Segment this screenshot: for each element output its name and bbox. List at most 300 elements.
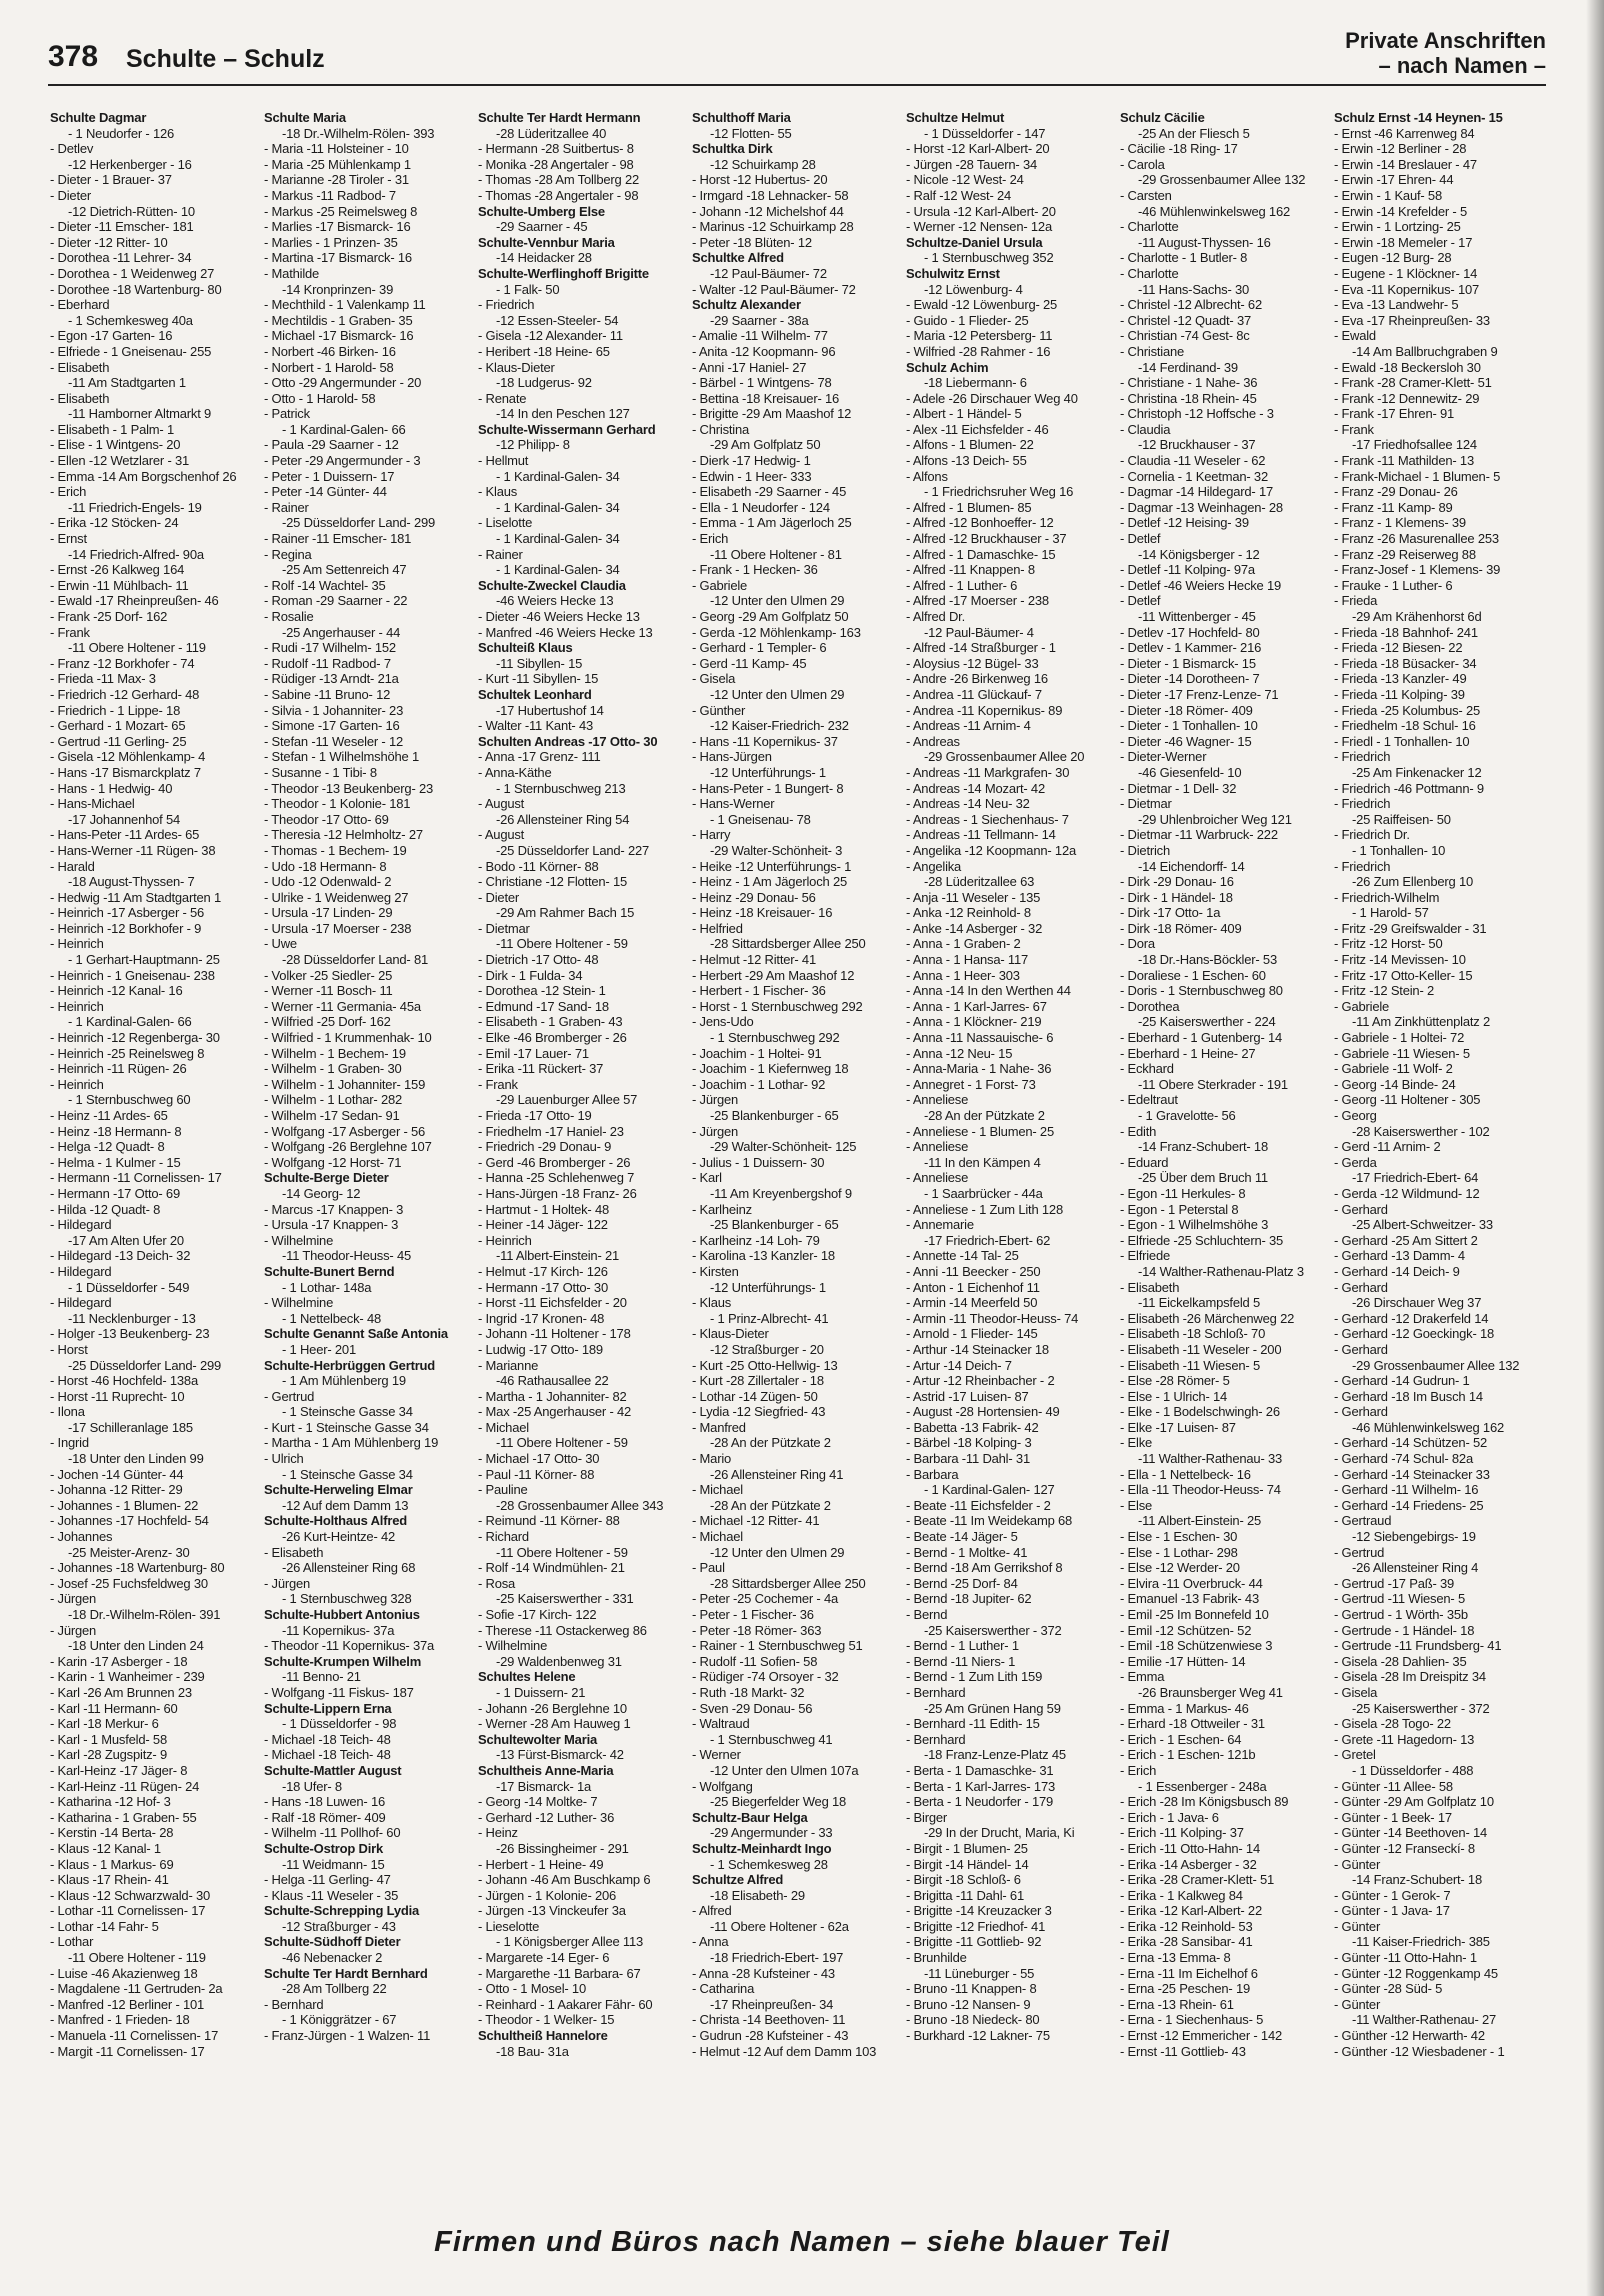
directory-entry: - Monika -28 Angertaler - 98 [478, 156, 634, 172]
directory-entry: - Klaus -11 Weseler - 35 [264, 1887, 399, 1903]
directory-entry: - Jürgen [50, 1622, 97, 1638]
directory-entry: - Gerda -12 Wildmund- 12 [1334, 1185, 1480, 1201]
directory-entry: - Burkhard -12 Lakner- 75 [906, 2028, 1050, 2044]
surname-entry: Schulte-Berge Dieter [264, 1170, 389, 1186]
page-number: 378 [48, 40, 99, 73]
directory-entry: -26 Kurt-Heintze- 42 [282, 1529, 396, 1545]
directory-entry: - Erika -28 Cramer-Klett- 51 [1120, 1872, 1275, 1888]
directory-entry: - Peter -29 Angermunder - 3 [264, 453, 421, 469]
directory-entry: - Frank -11 Mathilden- 13 [1334, 453, 1474, 469]
directory-entry: - Karlheinz [692, 1201, 752, 1217]
directory-entry: - Walter -12 Paul-Bäumer- 72 [692, 281, 856, 297]
directory-entry: - Jürgen -28 Tauern- 34 [906, 156, 1038, 172]
directory-entry: - Herbert - 1 Fischer- 36 [692, 983, 826, 999]
directory-entry: - Elisabeth -18 Schloß- 70 [1120, 1326, 1266, 1342]
directory-entry: -25 Kaiserswerther - 224 [1138, 1014, 1276, 1030]
directory-entry: - Frieda -13 Kanzler- 49 [1334, 671, 1467, 687]
directory-entry: - Anna -17 Grenz- 111 [478, 749, 601, 765]
directory-entry: -25 Am Grünen Hang 59 [924, 1700, 1061, 1716]
directory-entry: -29 Waldenbenweg 31 [496, 1653, 622, 1669]
directory-entry: - Alfred - 1 Damaschke- 15 [906, 546, 1056, 562]
directory-entry: - Elisabeth [1120, 1279, 1180, 1295]
directory-entry: - Anton - 1 Eichenhof 11 [906, 1279, 1040, 1295]
directory-entry: - Gerd -11 Arnim- 2 [1334, 1139, 1441, 1155]
directory-entry: -46 Giesenfeld- 10 [1138, 764, 1242, 780]
directory-entry: -18 Dr.-Hans-Böckler- 53 [1138, 952, 1277, 968]
directory-entry: -11 Obere Holtener - 59 [496, 1435, 628, 1451]
directory-entry: - Frieda -11 Max- 3 [50, 671, 156, 687]
directory-entry: - 1 Sternbuschweg 60 [68, 1092, 191, 1108]
directory-column [478, 110, 688, 2190]
directory-entry: - Alfred -12 Bonhoeffer- 12 [906, 515, 1054, 531]
directory-entry: - Frieda -12 Biesen- 22 [1334, 640, 1463, 656]
directory-entry: - Markus -25 Reimelsweg 8 [264, 203, 418, 219]
directory-entry: - Peter -14 Günter- 44 [264, 484, 387, 500]
directory-entry: - 1 Kardinal-Galen- 66 [68, 1014, 192, 1030]
directory-entry: - Gertrud [1334, 1544, 1385, 1560]
directory-entry: - Wilhelm -17 Sedan- 91 [264, 1108, 400, 1123]
directory-entry: - Uwe [264, 936, 297, 952]
directory-entry: - Egon - 1 Wilhelmshöhe 3 [1120, 1217, 1269, 1233]
directory-entry: - Jürgen [50, 1591, 97, 1607]
directory-entry: - Gertraud [1334, 1513, 1392, 1529]
directory-entry: - Gertrude -11 Frundsberg- 41 [1334, 1638, 1502, 1654]
surname-entry: Schultka Dirk [692, 141, 773, 157]
directory-entry: - Hans-Peter - 1 Bungert- 8 [692, 780, 844, 796]
surname-entry: Schultes Helene [478, 1669, 576, 1685]
directory-entry: - Helmut -12 Auf dem Damm 103 [692, 2043, 877, 2059]
directory-entry: -26 Allensteiner Ring 41 [710, 1466, 844, 1482]
directory-entry: - Horst [50, 1341, 88, 1357]
header-rule [48, 84, 1546, 86]
directory-entry: - Bruno -12 Nansen- 9 [906, 1996, 1031, 2012]
directory-entry: - Elvira -11 Overbruck- 44 [1120, 1575, 1263, 1591]
directory-entry: -14 Ferdinand- 39 [1138, 359, 1238, 375]
directory-entry: -29 Uhlenbroicher Weg 121 [1138, 811, 1292, 827]
directory-entry: - Theresia -12 Helmholtz- 27 [264, 827, 423, 843]
directory-entry: - Bernhard [906, 1684, 966, 1700]
directory-entry: - Gerhard -14 Deich- 9 [1334, 1263, 1460, 1279]
directory-entry: - Mechthild - 1 Valenkamp 11 [264, 297, 426, 313]
directory-entry: -12 Kaiser-Friedrich- 232 [710, 718, 849, 734]
directory-entry: - 1 Düsseldorfer - 488 [1352, 1762, 1474, 1778]
directory-entry: - Erich [50, 484, 87, 500]
directory-entry: - Hedwig -11 Am Stadtgarten 1 [50, 889, 221, 905]
directory-entry: - Simone -17 Garten- 16 [264, 718, 400, 734]
directory-entry: - Ella - 1 Neudorfer - 124 [692, 499, 830, 515]
directory-entry: -11 Hans-Sachs- 30 [1138, 281, 1250, 297]
directory-entry: - Kirsten [692, 1263, 739, 1279]
directory-entry: - Emma -14 Am Borgschenhof 26 [50, 468, 237, 484]
directory-entry: -11 Obere Holtener - 119 [68, 1950, 206, 1966]
surname-entry: Schulte-Wissermann Gerhard [478, 421, 656, 437]
directory-entry: - Edeltraut [1120, 1092, 1178, 1108]
directory-entry: -12 Unter den Ulmen 29 [710, 1544, 845, 1560]
directory-entry: - Gerhard -14 Steinacker 33 [1334, 1466, 1490, 1482]
directory-entry: - Gerhard -11 Wilhelm- 16 [1334, 1482, 1479, 1498]
directory-entry: - Günter -14 Beethoven- 14 [1334, 1825, 1488, 1841]
surname-entry: Schulte-Hubbert Antonius [264, 1607, 420, 1622]
directory-entry: - Hans -11 Kopernikus- 37 [692, 733, 838, 749]
directory-entry: - Dieter -46 Weiers Hecke 13 [478, 609, 640, 624]
directory-entry: - Emma - 1 Markus- 46 [1120, 1700, 1249, 1716]
directory-entry: - Günther [692, 702, 746, 718]
directory-entry: -18 Friedrich-Ebert- 197 [710, 1950, 844, 1966]
directory-entry: - August [478, 796, 525, 812]
directory-entry: - Gerhard -74 Schul- 82a [1334, 1451, 1473, 1467]
directory-entry: - Gerd -46 Bromberger - 26 [478, 1154, 631, 1170]
directory-entry: -25 Am Settenreich 47 [282, 562, 407, 578]
directory-entry: - Paula -29 Saarner - 12 [264, 437, 399, 453]
directory-entry: - Franz -29 Reiserweg 88 [1334, 546, 1476, 562]
directory-entry: - Frieda -25 Kolumbus- 25 [1334, 702, 1481, 718]
directory-entry: -18 Ufer- 8 [282, 1778, 342, 1794]
directory-entry: - Erna -25 Peschen- 19 [1120, 1981, 1251, 1997]
directory-entry: - Sven -29 Donau- 56 [692, 1700, 813, 1716]
directory-entry: - Alfred - 1 Blumen- 85 [906, 499, 1032, 515]
directory-entry: - Alfred Dr. [906, 609, 966, 624]
directory-entry: - Helmut -17 Kirch- 126 [478, 1263, 608, 1279]
directory-entry: -25 Düsseldorfer Land- 299 [282, 515, 436, 531]
directory-entry: - Charlotte [1120, 265, 1179, 281]
directory-entry: - Dirk -18 Römer- 409 [1120, 920, 1242, 936]
directory-entry: - Edmund -17 Sand- 18 [478, 998, 609, 1014]
directory-entry: - Werner -12 Nensen- 12a [906, 219, 1052, 235]
surname-entry: Schulte-Herbrüggen Gertrud [264, 1357, 436, 1373]
directory-entry: - Berta - 1 Karl-Jarres- 173 [906, 1778, 1056, 1794]
directory-entry: - Erika -11 Rückert- 37 [478, 1061, 604, 1077]
directory-entry: - Astrid -17 Luisen- 87 [906, 1388, 1029, 1404]
directory-entry: -28 Sittardsberger Allee 250 [710, 936, 866, 952]
surname-entry: Schultheis Anne-Maria [478, 1762, 614, 1778]
directory-entry: - Anneliese - 1 Zum Lith 128 [906, 1201, 1063, 1217]
surname-entry: Schulte-Ostrop Dirk [264, 1840, 383, 1856]
directory-entry: - Volker -25 Siedler- 25 [264, 967, 393, 983]
directory-entry: -11 Sibyllen- 15 [496, 655, 583, 671]
surname-entry: Schulte Ter Hardt Bernhard [264, 1965, 428, 1981]
directory-entry: - Christiane -12 Flotten- 15 [478, 874, 628, 890]
directory-entry: - Maria -11 Holsteiner - 10 [264, 141, 409, 157]
directory-entry: - Anna -14 In den Werthen 44 [906, 983, 1071, 999]
directory-entry: - Ralf -18 Römer- 409 [264, 1809, 386, 1825]
directory-entry: - Brigitte -14 Kreuzacker 3 [906, 1903, 1052, 1919]
directory-entry: - 1 Kardinal-Galen- 66 [282, 421, 406, 437]
directory-entry: - Heinrich -12 Regenberga- 30 [50, 1030, 220, 1046]
directory-entry: - Johannes [50, 1529, 113, 1545]
directory-entry: - Frank -28 Cramer-Klett- 51 [1334, 375, 1492, 391]
directory-entry: - Günter -12 Franseckí- 8 [1334, 1840, 1475, 1856]
directory-entry: - Dietmar [1120, 796, 1172, 812]
directory-entry: -11 Walther-Rathenau- 27 [1352, 2012, 1497, 2028]
directory-entry: -26 Allensteiner Ring 54 [496, 811, 630, 827]
directory-entry: - Karl - 1 Musfeld- 58 [50, 1731, 167, 1747]
directory-entry: -25 Angerhauser - 44 [282, 624, 401, 640]
directory-entry: - Erika -28 Sansibar- 41 [1120, 1934, 1253, 1950]
directory-entry: - Else - 1 Eschen- 30 [1120, 1529, 1238, 1545]
directory-entry: - Dieter - 1 Brauer- 37 [50, 172, 172, 188]
directory-entry: -28 An der Pützkate 2 [924, 1108, 1045, 1123]
directory-entry: - Marianne [478, 1357, 539, 1373]
directory-entry: -14 Friedrich-Alfred- 90a [68, 546, 204, 562]
directory-entry: - Emma - 1 Am Jägerloch 25 [692, 515, 852, 531]
directory-entry: - Otto - 1 Harold- 58 [264, 390, 376, 406]
directory-entry: - Karl [692, 1170, 722, 1186]
directory-entry: -28 Lüderitzallee 63 [924, 874, 1035, 890]
directory-entry: - Rüdiger -13 Arndt- 21a [264, 671, 399, 687]
directory-entry: - Michael -18 Teich- 48 [264, 1747, 391, 1763]
directory-entry: -17 Johannenhof 54 [68, 811, 181, 827]
directory-entry: - 1 Prinz-Albrecht- 41 [710, 1310, 829, 1326]
directory-entry: - Frieda -18 Bahnhof- 241 [1334, 624, 1478, 640]
directory-entry: -14 Walther-Rathenau-Platz 3 [1138, 1263, 1304, 1279]
directory-entry: - Manuela -11 Cornelissen- 17 [50, 2028, 219, 2044]
surname-entry: Schultze Alfred [692, 1872, 784, 1888]
directory-column [1120, 110, 1330, 2190]
directory-entry: - Ewald -17 Rheinpreußen- 46 [50, 593, 219, 609]
directory-entry: -12 Straßburger - 43 [282, 1918, 396, 1934]
directory-entry: - Andrea -11 Glückauf- 7 [906, 686, 1042, 702]
directory-entry: -12 Unter den Ulmen 29 [710, 593, 845, 609]
directory-entry: - Ellen -12 Wetzlarer - 31 [50, 453, 190, 469]
directory-entry: - Katharina - 1 Graben- 55 [50, 1809, 197, 1825]
directory-entry: - Gerhard -14 Schützen- 52 [1334, 1435, 1488, 1451]
directory-entry: - Dierk -17 Hedwig- 1 [692, 453, 811, 469]
directory-entry: - Claudia [1120, 421, 1171, 437]
directory-entry: - Erwin -17 Ehren- 44 [1334, 172, 1454, 188]
directory-entry: - Joachim - 1 Holtei- 91 [692, 1045, 822, 1061]
directory-entry: - Heinrich -11 Rügen- 26 [50, 1061, 187, 1077]
directory-entry: - Franz-Josef - 1 Klemens- 39 [1334, 562, 1501, 578]
directory-entry: - Klaus -17 Rhein- 41 [50, 1872, 169, 1888]
directory-entry: - Hilda -12 Quadt- 8 [50, 1201, 161, 1217]
directory-entry: - Sabine -11 Bruno- 12 [264, 686, 391, 702]
directory-entry: - 1 Harold- 57 [1352, 905, 1429, 921]
directory-entry: - Klaus [478, 484, 518, 500]
directory-entry: -26 Zum Ellenberg 10 [1352, 874, 1474, 890]
directory-entry: - Kurt - 1 Steinsche Gasse 34 [264, 1419, 429, 1435]
directory-entry: - Georg -11 Holtener - 305 [1334, 1092, 1481, 1108]
directory-entry: - 1 Steinsche Gasse 34 [282, 1466, 413, 1482]
directory-entry: - Gerhard -12 Drakerfeld 14 [1334, 1310, 1489, 1326]
directory-entry: - Norbert - 1 Harold- 58 [264, 359, 394, 375]
directory-entry: - Frank - 1 Hecken- 36 [692, 562, 818, 578]
directory-entry: - Hermann -28 Suitbertus- 8 [478, 141, 634, 157]
directory-entry: - Irmgard -18 Lehnacker- 58 [692, 187, 849, 203]
directory-entry: - Helma - 1 Kulmer - 15 [50, 1154, 181, 1170]
directory-entry: - Dieter - 1 Tonhallen- 10 [1120, 718, 1258, 734]
directory-entry: - Gisela -28 Im Dreispitz 34 [1334, 1669, 1486, 1685]
directory-entry: - Elisabeth -11 Wiesen- 5 [1120, 1357, 1260, 1373]
directory-entry: - Johannes - 1 Blumen- 22 [50, 1497, 199, 1513]
directory-entry: - Martha - 1 Johanniter- 82 [478, 1388, 627, 1404]
directory-entry: -11 Am Kreyenbergshof 9 [710, 1185, 852, 1201]
directory-entry: - Cornelia - 1 Keetman- 32 [1120, 468, 1268, 484]
directory-entry: - August -28 Hortensien- 49 [906, 1404, 1060, 1420]
directory-entry: - Markus -11 Radbod- 7 [264, 187, 396, 203]
directory-entry: - Alfons - 1 Blumen- 22 [906, 437, 1034, 453]
directory-entry: -11 Lüneburger - 55 [924, 1965, 1035, 1981]
directory-entry: -25 Biegerfelder Weg 18 [710, 1794, 847, 1810]
directory-entry: - Roman -29 Saarner - 22 [264, 593, 408, 609]
directory-entry: - 1 Sternbuschweg 292 [710, 1030, 840, 1046]
directory-entry: - Joachim - 1 Kiefernweg 18 [692, 1061, 849, 1077]
directory-entry: - Rosalie [264, 609, 314, 624]
directory-entry: - Carola [1120, 156, 1165, 172]
directory-entry: - Gerhard [1334, 1404, 1388, 1420]
directory-entry: - Andreas -11 Arnim- 4 [906, 718, 1031, 734]
directory-column [264, 110, 474, 2190]
section-title [1345, 28, 1546, 78]
directory-entry: - Patrick [264, 406, 310, 422]
directory-entry: - Fritz -12 Horst- 50 [1334, 936, 1443, 952]
directory-entry: - Alfred [692, 1903, 732, 1919]
directory-entry: - Bernhard [906, 1731, 966, 1747]
directory-entry: - Werner -11 Germania- 45a [264, 998, 421, 1014]
directory-entry: - Gisela -12 Möhlenkamp- 4 [50, 749, 206, 765]
directory-entry: - Lydia -12 Siegfried- 43 [692, 1404, 826, 1420]
directory-entry: - Christoph -12 Hoffsche - 3 [1120, 406, 1274, 422]
directory-entry: -25 Meister-Arenz- 30 [68, 1544, 190, 1560]
directory-entry: - Elisabeth -11 Weseler - 200 [1120, 1341, 1282, 1357]
directory-entry: - Grete -11 Hagedorn- 13 [1334, 1731, 1475, 1747]
directory-entry: - Joachim - 1 Lothar- 92 [692, 1076, 826, 1092]
directory-entry: - Armin -14 Meerfeld 50 [906, 1295, 1038, 1311]
surname-entry: Schulteiß Klaus [478, 640, 573, 656]
directory-entry: -12 Dietrich-Rütten- 10 [68, 203, 195, 219]
directory-entry: -18 Franz-Lenze-Platz 45 [924, 1747, 1066, 1763]
directory-entry: - Dieter -12 Ritter- 10 [50, 234, 168, 250]
directory-entry: - Sofie -17 Kirch- 122 [478, 1607, 597, 1622]
surname-entry: Schultewolter Maria [478, 1731, 598, 1747]
directory-entry: - Gisela -12 Alexander- 11 [478, 328, 623, 344]
directory-entry: - Christina [692, 421, 750, 437]
directory-entry: - Marinus -12 Schuirkamp 28 [692, 219, 854, 235]
directory-entry: - 1 Gravelotte- 56 [1138, 1108, 1236, 1123]
directory-entry: - Günter -28 Süd- 5 [1334, 1981, 1443, 1997]
directory-entry: - Artur -12 Rheinbacher - 2 [906, 1373, 1055, 1389]
directory-entry: - Frank [478, 1076, 518, 1092]
directory-entry: - Paul [692, 1560, 725, 1576]
directory-entry: - Stefan - 1 Wilhelmshöhe 1 [264, 749, 420, 765]
directory-entry: - Elisabeth [264, 1544, 324, 1560]
directory-entry: - Gerhard [1334, 1201, 1388, 1217]
directory-entry: - 1 Neudorfer - 126 [68, 125, 175, 141]
directory-entry: - Helga -11 Gerling- 47 [264, 1872, 391, 1888]
directory-entry: - Elise - 1 Wintgens- 20 [50, 437, 181, 453]
directory-entry: - Wolfgang -17 Asberger - 56 [264, 1123, 426, 1139]
directory-entry: - Erich [1120, 1762, 1157, 1778]
directory-entry: - Wilhelm - 1 Graben- 30 [264, 1061, 402, 1077]
directory-entry: - Charlotte - 1 Butler- 8 [1120, 250, 1248, 266]
directory-entry: -29 Walter-Schönheit- 125 [710, 1139, 857, 1155]
directory-entry: - 1 Sternbuschweg 328 [282, 1591, 412, 1607]
directory-entry: - Katharina -12 Hof- 3 [50, 1794, 171, 1810]
directory-entry: - Dieter -17 Frenz-Lenze- 71 [1120, 686, 1279, 702]
directory-entry: - Bernd -18 Jupiter- 62 [906, 1591, 1032, 1607]
directory-entry: - Frank [1334, 421, 1374, 437]
directory-entry: - Friedhelm -17 Haniel- 23 [478, 1123, 624, 1139]
directory-entry: - 1 Friedrichsruher Weg 16 [924, 484, 1074, 500]
directory-entry: - Anke -14 Asberger - 32 [906, 920, 1043, 936]
directory-entry: -25 Über dem Bruch 11 [1138, 1170, 1268, 1186]
directory-entry: - Heinrich -17 Asberger - 56 [50, 905, 205, 921]
directory-entry: - Christiane - 1 Nahe- 36 [1120, 375, 1258, 391]
directory-entry: - Therese -11 Ostackerweg 86 [478, 1622, 647, 1638]
directory-entry: -28 Lüderitzallee 40 [496, 125, 607, 141]
directory-entry: - Manfred -46 Weiers Hecke 13 [478, 624, 653, 640]
directory-entry: - 1 Saarbrücker - 44a [924, 1185, 1043, 1201]
directory-entry: - Martina -17 Bismarck- 16 [264, 250, 412, 266]
directory-entry: - Dirk -17 Otto- 1a [1120, 905, 1221, 921]
directory-entry: - Erwin -12 Berliner - 28 [1334, 141, 1467, 157]
surname-entry: Schulz Ernst -14 Heynen- 15 [1334, 110, 1503, 125]
directory-entry: - Erwin -18 Memeler - 17 [1334, 234, 1473, 250]
directory-entry: - Eberhard [50, 297, 110, 313]
section-title-line2: – nach Namen – [1378, 53, 1546, 78]
directory-entry: - Amalie -11 Wilhelm- 77 [692, 328, 828, 344]
directory-entry: - Ulrich [264, 1451, 304, 1467]
directory-entry: - Ursula -17 Knappen- 3 [264, 1217, 399, 1233]
directory-entry: -29 Grossenbaumer Allee 132 [1138, 172, 1306, 188]
surname-entry: Schulte-Südhoff Dieter [264, 1934, 401, 1950]
directory-entry: - Günter [1334, 1918, 1381, 1934]
directory-entry: -14 Franz-Schubert- 18 [1138, 1139, 1268, 1155]
directory-entry: - Manfred -12 Berliner - 101 [50, 1996, 205, 2012]
directory-entry: -14 Heidacker 28 [496, 250, 592, 266]
directory-entry: - Johannes -18 Wartenburg- 80 [50, 1560, 225, 1576]
directory-entry: - Anna -28 Kufsteiner - 43 [692, 1965, 835, 1981]
directory-entry: - Bärbel - 1 Wintgens- 78 [692, 375, 832, 391]
directory-entry: - Michael -18 Teich- 48 [264, 1731, 391, 1747]
directory-entry: -29 Angermunder - 33 [710, 1825, 833, 1841]
directory-entry: - Dorothea [1120, 998, 1180, 1014]
directory-entry: - Gerd -11 Kamp- 45 [692, 655, 807, 671]
directory-entry: - Michael [692, 1529, 743, 1545]
directory-entry: -26 Allensteiner Ring 4 [1352, 1560, 1479, 1576]
directory-entry: - Bernd - 1 Zum Lith 159 [906, 1669, 1043, 1685]
directory-entry: - Wilhelm - 1 Bechem- 19 [264, 1045, 406, 1061]
directory-entry: - Anneliese [906, 1170, 969, 1186]
directory-entry: - Reinhard - 1 Aakarer Fähr- 60 [478, 1996, 653, 2012]
directory-entry: - Elke -17 Luisen- 87 [1120, 1419, 1236, 1435]
directory-entry: -11 Kaiser-Friedrich- 385 [1352, 1934, 1490, 1950]
directory-entry: - Günther -12 Wiesbadener - 1 [1334, 2043, 1505, 2059]
page-edge-shadow [1586, 0, 1604, 2296]
directory-entry: - Bernd -11 Niers- 1 [906, 1653, 1016, 1669]
surname-entry: Schultke Alfred [692, 250, 784, 266]
directory-entry: - Gerhard - 1 Mozart- 65 [50, 718, 186, 734]
directory-entry: - Else -12 Werder- 20 [1120, 1560, 1240, 1576]
directory-entry: - Johann -11 Holtener - 178 [478, 1326, 631, 1342]
directory-entry: -29 Am Golfplatz 50 [710, 437, 821, 453]
directory-entry: - Frank -12 Dennewitz- 29 [1334, 390, 1480, 406]
directory-entry: - Ursula -12 Karl-Albert- 20 [906, 203, 1056, 219]
directory-entry: - Frank-Michael - 1 Blumen- 5 [1334, 468, 1501, 484]
directory-entry: -12 Löwenburg- 4 [924, 281, 1023, 297]
directory-entry: -11 Kopernikus- 37a [282, 1622, 395, 1638]
directory-entry: -46 Mühlenwinkelsweg 162 [1138, 203, 1291, 219]
directory-entry: -46 Rathausallee 22 [496, 1373, 609, 1389]
directory-entry: - Hans-Werner [692, 796, 775, 812]
directory-entry: - Wilfried -25 Dorf- 162 [264, 1014, 391, 1030]
directory-entry: - Else [1120, 1497, 1153, 1513]
directory-entry: -17 Friedrich-Ebert- 64 [1352, 1170, 1479, 1186]
directory-entry: - Fritz -29 Greifswalder - 31 [1334, 920, 1487, 936]
directory-entry: - Egon -11 Herkules- 8 [1120, 1185, 1246, 1201]
directory-entry: - Rainer - 1 Sternbuschweg 51 [692, 1638, 863, 1654]
directory-entry: - Richard [478, 1529, 529, 1545]
directory-entry: - Gerhard -14 Friedens- 25 [1334, 1497, 1484, 1513]
